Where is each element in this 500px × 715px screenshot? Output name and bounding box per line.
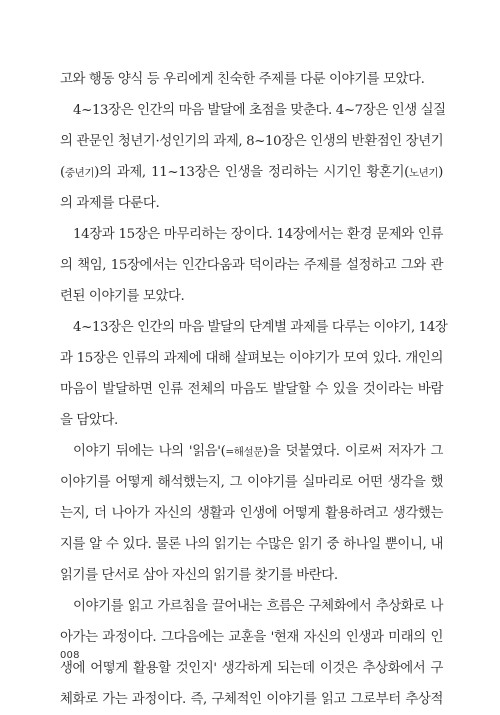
page-number: 008	[60, 650, 80, 661]
text-segment: 이야기 뒤에는 나의 '읽음'(	[73, 444, 226, 459]
text-line: 이야기를 어떻게 해석했는지, 그 이야기를 실마리로 어떤 생각을 했	[60, 475, 443, 490]
text-line: 아가는 과정이다. 그다음에는 교훈을 '현재 자신의 인생과 미래의 인	[60, 630, 443, 645]
text-line: 마음이 발달하면 인류 전체의 마음도 발달할 수 있을 것이라는 바람	[60, 382, 443, 397]
text-line: 지를 알 수 있다. 물론 나의 읽기는 수많은 읽기 중 하나일 뿐이니, 내	[60, 537, 443, 552]
text-line	[60, 436, 443, 467]
text-line: 을 담았다.	[60, 413, 118, 428]
text-segment: )을 덧붙였다. 이로써 저자가 그	[263, 444, 443, 459]
text-line: 의 책임, 15장에서는 인간다움과 덕이라는 주제를 설정하고 그와 관	[60, 258, 443, 273]
small-annotation: 노년기	[408, 167, 439, 179]
text-line: 고와 행동 양식 등 우리에게 친숙한 주제를 다룬 이야기를 모았다.	[60, 72, 425, 87]
text-line	[60, 157, 443, 188]
text-line: 는지, 더 나아가 자신의 생활과 인생에 어떻게 활용하려고 생각했는	[60, 506, 443, 521]
text-line: 과 15장은 인류의 과제에 대해 살펴보는 이야기가 모여 있다. 개인의	[60, 351, 443, 366]
text-line: 의 과제를 다룬다.	[60, 196, 160, 211]
text-segment: (	[60, 165, 65, 180]
text-line: 이야기를 읽고 가르침을 끌어내는 흐름은 구체화에서 추상화로 나	[73, 599, 443, 614]
text-line: 련된 이야기를 모았다.	[60, 289, 185, 304]
text-segment: )	[438, 165, 443, 180]
small-annotation: =해설문	[225, 446, 264, 458]
small-annotation: 중년기	[64, 167, 95, 179]
body-text	[60, 64, 448, 715]
text-line: 생에 어떻게 활용할 것인지' 생각하게 되는데 이것은 추상화에서 구	[60, 661, 443, 676]
text-line: 4~13장은 인간의 마음 발달의 단계별 과제를 다루는 이야기, 14장	[73, 320, 448, 335]
text-line: 의 관문인 청년기·성인기의 과제, 8~10장은 인생의 반환점인 장년기	[60, 134, 444, 149]
text-line: 체화로 가는 과정이다. 즉, 구체적인 이야기를 읽고 그로부터 추상적	[60, 692, 443, 707]
text-line: 4~13장은 인간의 마음 발달에 초점을 맞춘다. 4~7장은 인생 실질	[73, 103, 446, 118]
text-line: 읽기를 단서로 삼아 자신의 읽기를 찾기를 바란다.	[60, 568, 338, 583]
text-segment: )의 과제, 11~13장은 인생을 정리하는 시기인 황혼기(	[94, 165, 409, 180]
text-line: 14장과 15장은 마무리하는 장이다. 14장에서는 환경 문제와 인류	[73, 227, 443, 242]
